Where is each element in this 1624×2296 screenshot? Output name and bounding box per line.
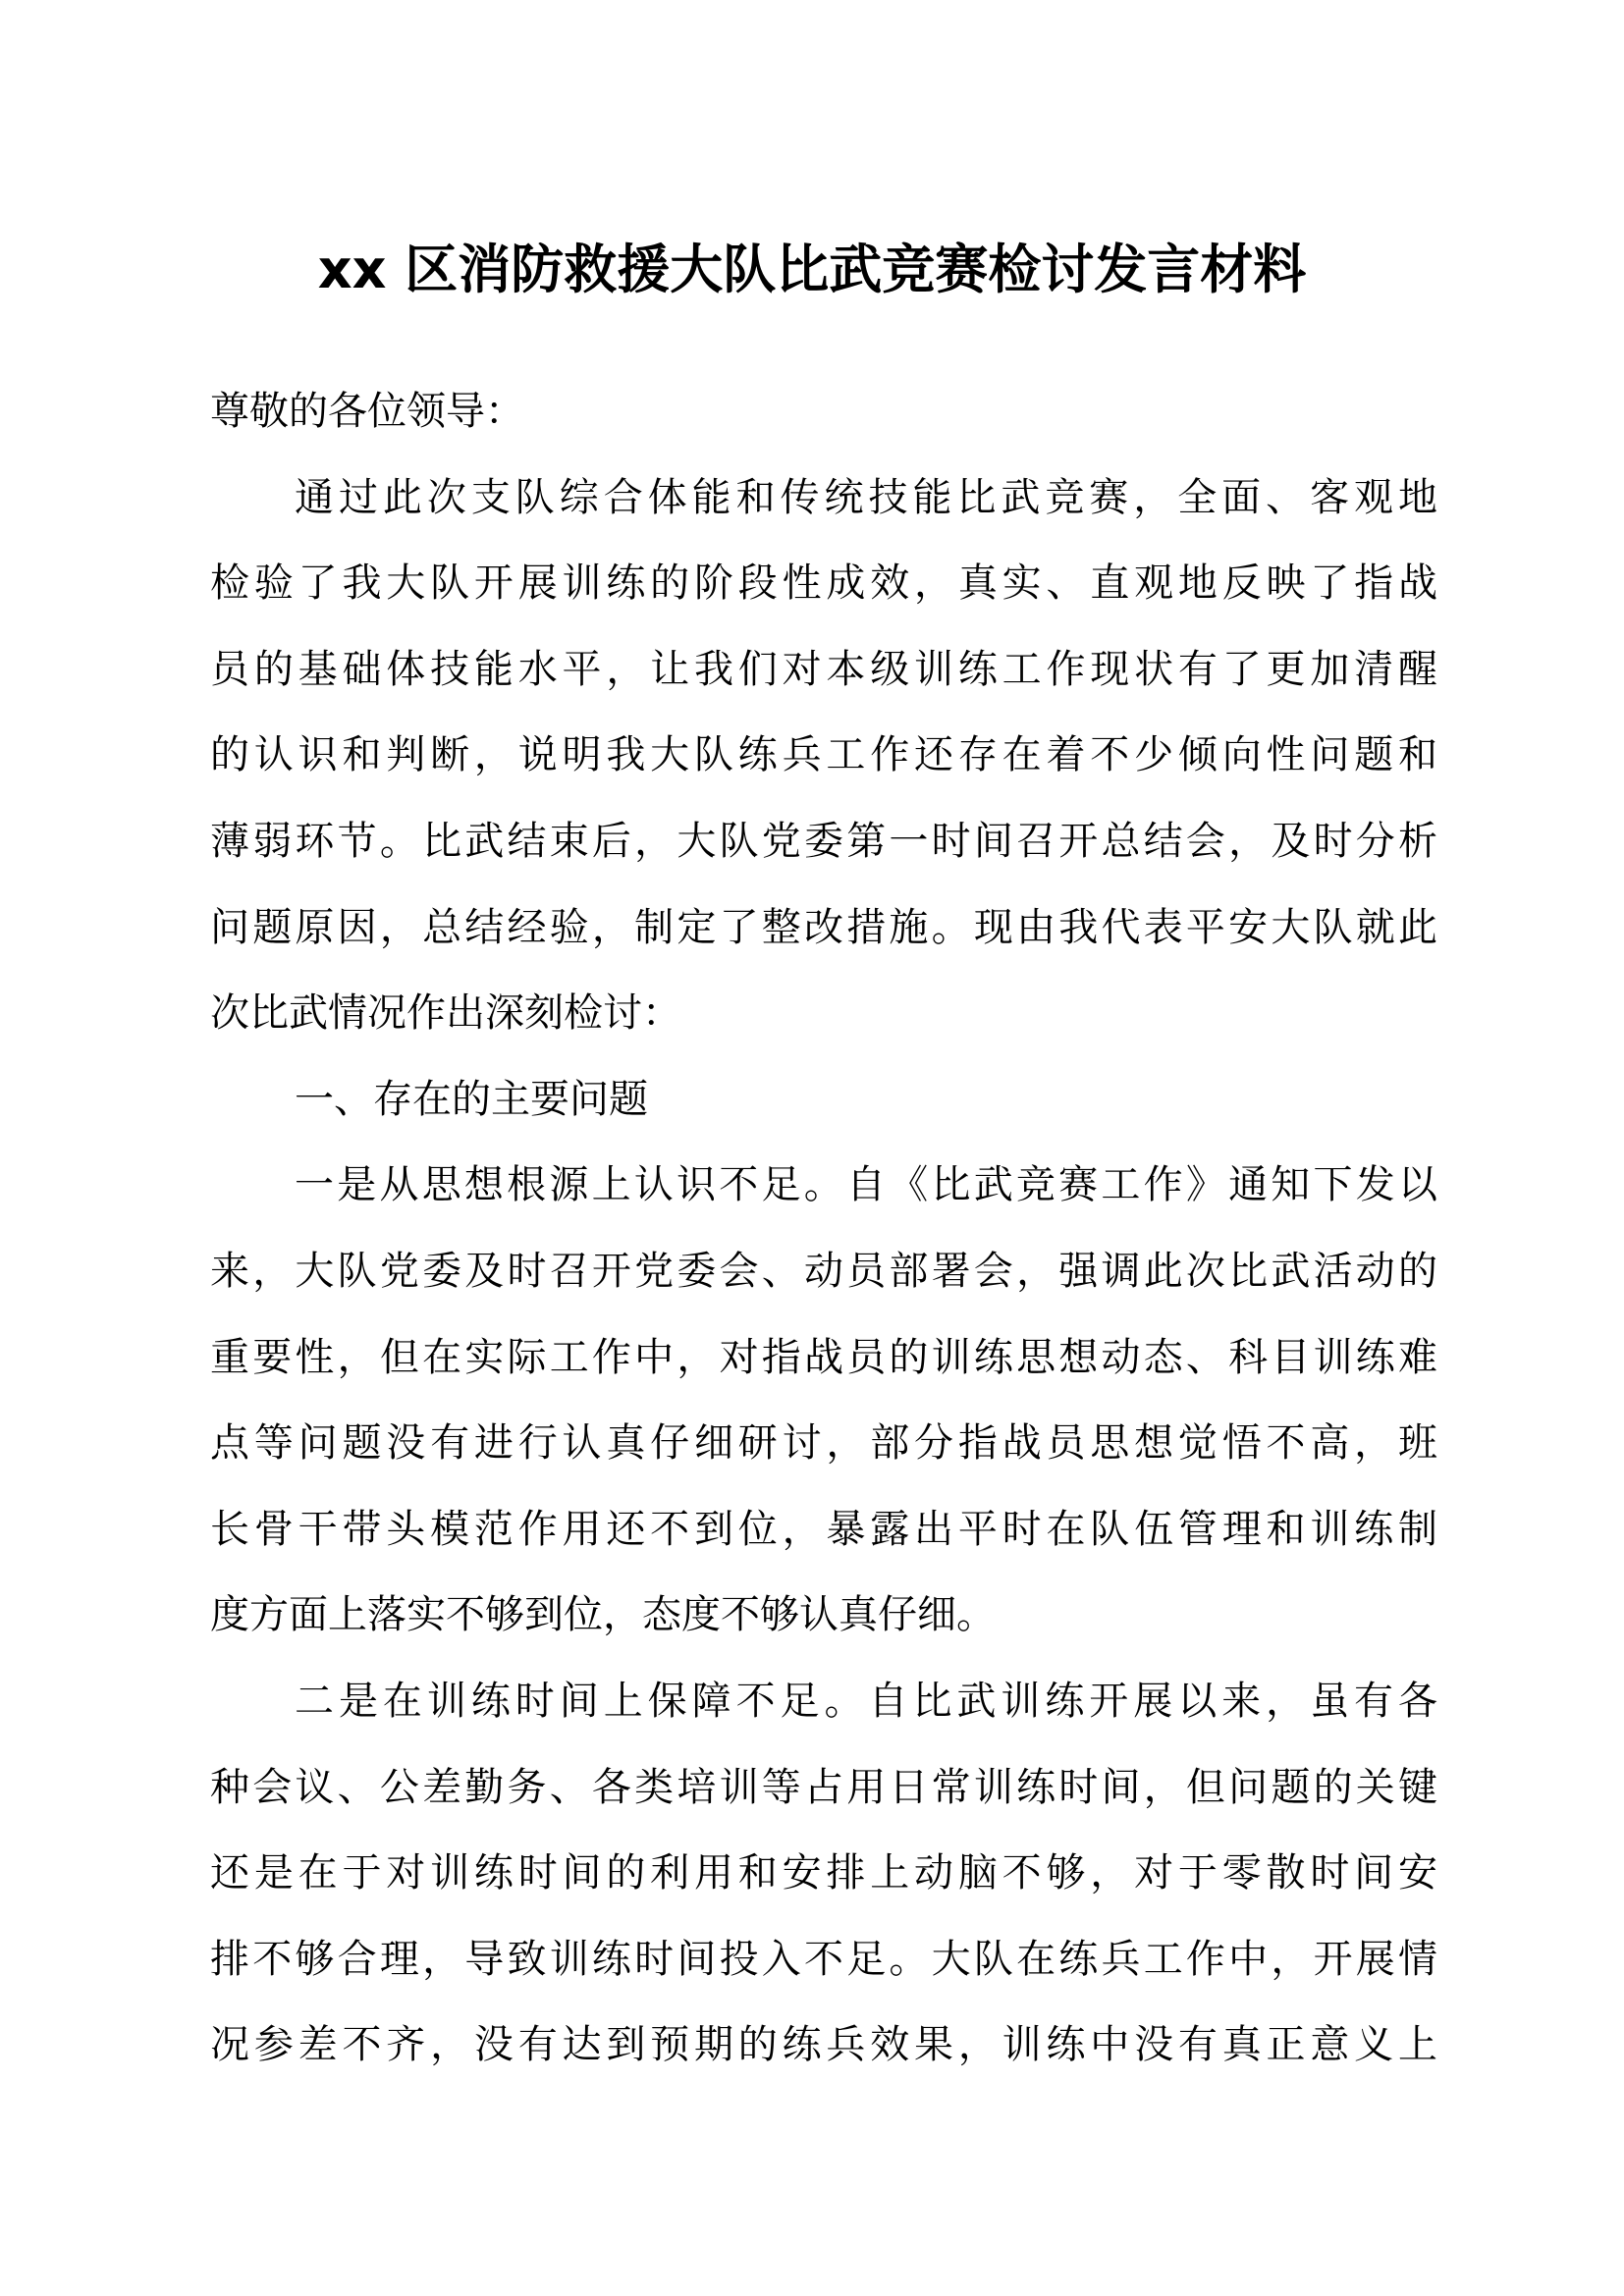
document-body	[210, 369, 1437, 2089]
paragraph-2-line-5: 长骨干带头模范作用还不到位，暴露出平时在队伍管理和训练制	[210, 1506, 1437, 1552]
paragraph-2-line-3: 重要性，但在实际工作中，对指战员的训练思想动态、科目训练难	[210, 1334, 1437, 1380]
paragraph-3-line-5: 况参差不齐，没有达到预期的练兵效果，训练中没有真正意义上	[210, 2022, 1437, 2068]
paragraph-2-line-2: 来，大队党委及时召开党委会、动员部署会，强调此次比武活动的	[210, 1248, 1437, 1294]
paragraph-3-line-3: 还是在于对训练时间的利用和安排上动脑不够，对于零散时间安	[210, 1850, 1437, 1896]
paragraph-1-line-5: 薄弱环节。比武结束后，大队党委第一时间召开总结会，及时分析	[210, 818, 1437, 864]
section-heading: 一、存在的主要问题	[295, 1076, 648, 1122]
paragraph-3-line-1: 二是在训练时间上保障不足。自比武训练开展以来，虽有各	[295, 1678, 1437, 1724]
paragraph-1-line-3: 员的基础体技能水平，让我们对本级训练工作现状有了更加清醒	[210, 646, 1437, 692]
paragraph-3-line-2: 种会议、公差勤务、各类培训等占用日常训练时间，但问题的关键	[210, 1764, 1437, 1810]
paragraph-1-line-1: 通过此次支队综合体能和传统技能比武竞赛，全面、客观地	[295, 474, 1437, 520]
paragraph-1-line-4: 的认识和判断，说明我大队练兵工作还存在着不少倾向性问题和	[210, 732, 1437, 778]
paragraph-2-line-4: 点等问题没有进行认真仔细研讨，部分指战员思想觉悟不高，班	[210, 1420, 1437, 1467]
salutation: 尊敬的各位领导：	[210, 389, 524, 434]
paragraph-1-line-7: 次比武情况作出深刻检讨：	[210, 990, 681, 1037]
paragraph-1-line-6: 问题原因，总结经验，制定了整改措施。现由我代表平安大队就此	[210, 904, 1437, 950]
paragraph-2-line-6: 度方面上落实不够到位，态度不够认真仔细。	[210, 1592, 996, 1638]
paragraph-2-line-1: 一是从思想根源上认识不足。自《比武竞赛工作》通知下发以	[295, 1162, 1437, 1208]
paragraph-3-line-4: 排不够合理，导致训练时间投入不足。大队在练兵工作中，开展情	[210, 1936, 1437, 1982]
paragraph-1-line-2: 检验了我大队开展训练的阶段性成效，真实、直观地反映了指战	[210, 561, 1437, 607]
document-title: xx 区消防救援大队比武竞赛检讨发言材料	[317, 239, 1307, 300]
